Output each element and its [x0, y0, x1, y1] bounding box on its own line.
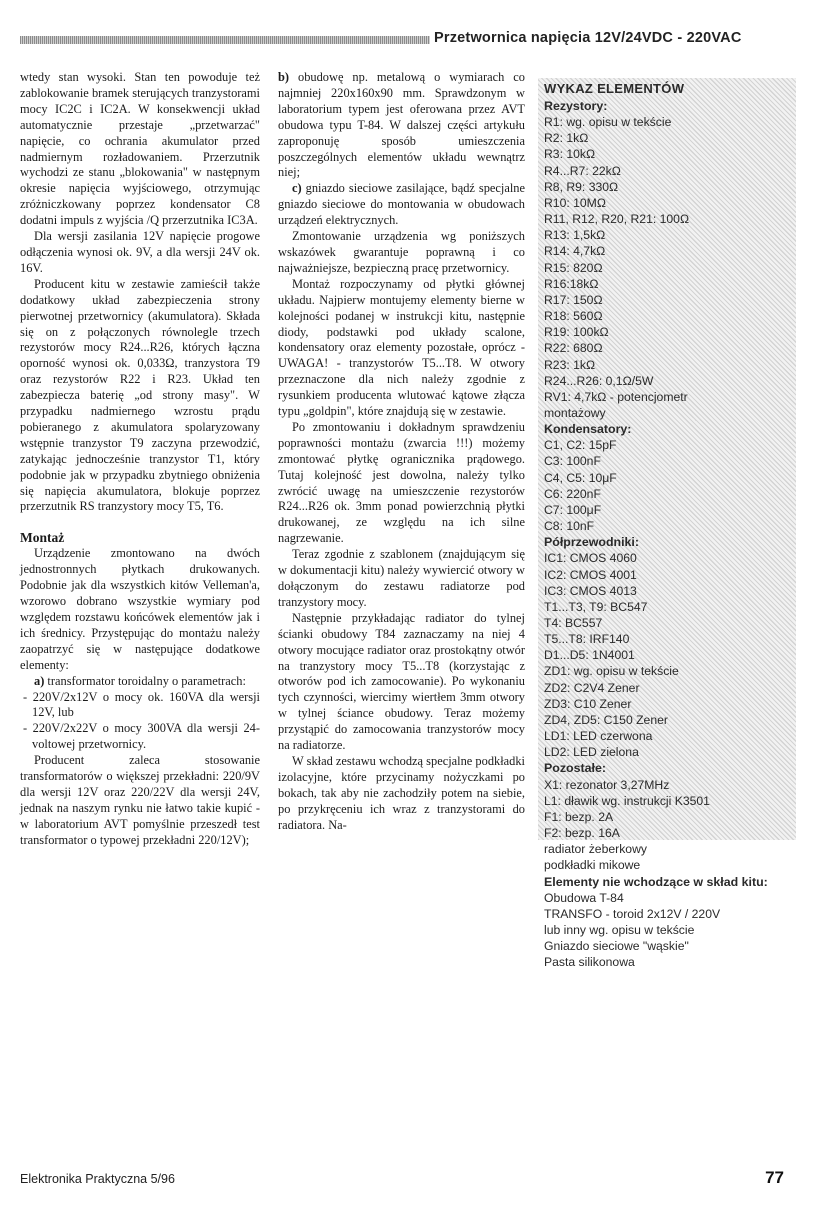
parts-list-item: radiator żeberkowy	[544, 842, 647, 857]
paragraph-text: transformator toroidalny o parametrach:	[44, 673, 246, 688]
parts-list-item: Pasta silikonowa	[544, 955, 635, 970]
parts-list-item: montażowy	[544, 405, 606, 420]
parts-list-item: ZD3: C10 Zener	[544, 696, 632, 711]
parts-list-item: C6: 220nF	[544, 486, 601, 501]
parts-list-item: T5...T8: IRF140	[544, 632, 630, 647]
page-header-title: Przetwornica napięcia 12V/24VDC - 220VAC	[434, 30, 742, 46]
parts-list-sidebar	[538, 78, 796, 970]
parts-list-item: R19: 100kΩ	[544, 325, 609, 340]
parts-section-heading: Elementy nie wchodzące w skład kitu:	[544, 874, 768, 889]
parts-section-heading: Rezystory:	[544, 99, 608, 113]
header-rule	[20, 36, 430, 44]
parts-list-item: R15: 820Ω	[544, 260, 603, 275]
parts-list-item: D1...D5: 1N4001	[544, 648, 635, 663]
paragraph: Producent kitu w zestawie zamieścił także dodatkowy układ zabezpieczenia strony pierwotnej przetwornicy (akumulatora). Składa się on z połączonych równolegle trzech rezystorów mocy R24...R26, których łączna oporność wynosi ok. 0,033Ω, tranzystora T9 oraz rezystorów R22 i R23. Układ ten zabezpiecza baterię „od strony masy". W przypadku nadmiernego wzrostu prądu pobieranego z akumulatora spolaryzowany wstępnie tranzystor T9 zaczyna przewodzić, zatykając jednocześnie tranzystor T1, który podobnie jak w przypadku zbytniego obniżenia się napięcia akumulatora, blokuje poprzez przerzutnik RS tranzystory mocy T5, T6.	[20, 276, 260, 514]
parts-list-item: R13: 1,5kΩ	[544, 228, 606, 243]
text-column-2	[278, 70, 525, 834]
parts-list-item: C3: 100nF	[544, 454, 601, 469]
parts-list-item: R8, R9: 330Ω	[544, 179, 619, 194]
parts-list-item: R16:18kΩ	[544, 276, 599, 291]
parts-list-item: R23: 1kΩ	[544, 357, 596, 372]
paragraph	[278, 70, 525, 181]
parts-list-item: R18: 560Ω	[544, 309, 603, 324]
parts-list-item: R2: 1kΩ	[544, 131, 589, 146]
parts-list-item: L1: dławik wg. instrukcji K3501	[544, 793, 710, 808]
parts-list-item: podkładki mikowe	[544, 858, 641, 873]
paragraph: Urządzenie zmontowano na dwóch jednostronnych płytkach drukowanych. Podobnie jak dla wszystkich kitów Velleman'a, wzorowo dobrano wszystkie wymiary pod względem rozstawu końcówek elementów jak i ich średnicy. Przystępując do montażu należy zaopatrzyć się w następujące dodatkowe elementy:	[20, 546, 260, 672]
paragraph: Po zmontowaniu i dokładnym sprawdzeniu poprawności montażu (zwarcia !!!) możemy zmontować płytkę ogranicznika prądowego. Tutaj kolejność jest dowolna, należy tylko zwrócić uwagę na umieszczenie rezystorów R24...R26 ok. 3mm ponad powierzchnią płytki drukowanej, ze względu na ich silne nagrzewanie.	[278, 419, 525, 546]
text-column-1	[20, 70, 260, 849]
parts-list-item: R1: wg. opisu w tekście	[544, 115, 672, 130]
list-item: - 220V/2x12V o mocy ok. 160VA dla wersji 12V, lub	[20, 690, 260, 722]
parts-list-sections	[544, 98, 796, 970]
paragraph: Dla wersji zasilania 12V napięcie progowe odłączenia wynosi ok. 9V, a dla wersji 24V ok. 16V.	[20, 229, 260, 275]
parts-list-item: R4...R7: 22kΩ	[544, 163, 621, 178]
parts-list-item: R17: 150Ω	[544, 292, 603, 307]
paragraph: Montaż rozpoczynamy od płytki głównej układu. Najpierw montujemy elementy bierne w kolejności podanej w instrukcji kitu, następnie diody, podstawki pod układy scalone, kondensatory oraz elementy pozostałe, oprócz - UWAGA! - tranzystorów T5...T8. W otwory przeznaczone dla nich należy zgodnie z rysunkiem producenta wlutować kątowe złącza typu „goldpin", które znajdują się w zestawie.	[278, 276, 525, 419]
parts-list-item: R24...R26: 0,1Ω/5W	[544, 373, 654, 388]
parts-list-item: LD1: LED czerwona	[544, 729, 653, 744]
parts-list-item: C4, C5: 10μF	[544, 470, 617, 485]
parts-list-item: C7: 100μF	[544, 502, 602, 517]
paragraph	[278, 181, 525, 229]
parts-list-title: WYKAZ ELEMENTÓW	[544, 81, 685, 96]
paragraph: Producent zaleca stosowanie transformatorów o większej przekładni: 220/9V dla wersji 12V oraz 220/22V dla wersji 24V, jednak na naszym rynku nie łatwo takie kupić - w laboratorium AVT pomyślnie przeszedł test transformator o typowej przekładni 220/12V);	[20, 753, 260, 847]
parts-list-item: RV1: 4,7kΩ - potencjometr	[544, 389, 688, 404]
paragraph: Zmontowanie urządzenia wg poniższych wskazówek gwarantuje poprawną i co najważniejsze, bezpieczną pracę przetwornicy.	[278, 229, 525, 275]
paragraph-text: obudowę np. metalową o wymiarach co najmniej 220x160x90 mm. Sprawdzonym w laboratorium typem jest oferowana przez AVT obudowa typu T-84. W dalszej części artykułu zaproponuję sposób umieszczenia poszczególnych elementów układu wewnątrz niej;	[278, 70, 525, 180]
parts-list-item: Obudowa T-84	[544, 890, 624, 905]
parts-list-item: TRANSFO - toroid 2x12V / 220V	[544, 906, 721, 921]
parts-list-item: X1: rezonator 3,27MHz	[544, 777, 670, 792]
paragraph: W skład zestawu wchodzą specjalne podkładki izolacyjne, które przycinamy nożyczkami po bokach, tak aby nie zachodziły potem na siebie, po przykręceniu ich wraz z tranzystorami do radiatora. Na-	[278, 753, 525, 832]
section-heading-montaz: Montaż	[20, 530, 65, 546]
parts-list-item: IC3: CMOS 4013	[544, 583, 637, 598]
parts-list-item: ZD2: C2V4 Zener	[544, 680, 640, 695]
parts-list-item: R22: 680Ω	[544, 341, 603, 356]
parts-list-item: ZD4, ZD5: C150 Zener	[544, 712, 668, 727]
parts-list-item: T4: BC557	[544, 616, 603, 630]
parts-list-item: lub inny wg. opisu w tekście	[544, 922, 695, 937]
parts-list-item: T1...T3, T9: BC547	[544, 599, 648, 614]
paragraph: Teraz zgodnie z szablonem (znajdującym się w dokumentacji kitu) należy wywiercić otwory w dołączonym do zestawu radiatorze pod tranzystory mocy.	[278, 547, 525, 609]
parts-list-item: IC1: CMOS 4060	[544, 551, 637, 566]
list-label: b)	[278, 70, 290, 84]
parts-section-heading: Kondensatory:	[544, 422, 632, 437]
parts-list-item: LD2: LED zielona	[544, 745, 639, 760]
parts-list-item: R10: 10MΩ	[544, 195, 606, 210]
parts-list-item: ZD1: wg. opisu w tekście	[544, 664, 679, 679]
paragraph	[20, 674, 260, 690]
parts-list-item: R14: 4,7kΩ	[544, 244, 606, 259]
parts-list-item: F1: bezp. 2A	[544, 809, 614, 824]
footer-magazine-issue: Elektronika Praktyczna 5/96	[20, 1172, 175, 1186]
list-label: a)	[34, 673, 45, 688]
paragraph: Następnie przykładając radiator do tylnej ścianki obudowy T84 zaznaczamy na niej 4 otwory mocujące radiator oraz prostokątny otwór na tranzystory mocy T5...T8 (korzystając z otworów pod ich zamocowanie). Po wykonaniu tych czynności, wiercimy wiertłem 3mm otwory w tylnej ściance obudowy. Teraz możemy przystąpić do zamocowania tranzystorów mocy na radiatorze.	[278, 610, 525, 753]
parts-section-heading: Pozostałe:	[544, 761, 606, 776]
parts-list-item: C1, C2: 15pF	[544, 438, 617, 453]
paragraph: wtedy stan wysoki. Stan ten powoduje też zablokowanie bramek sterujących tranzystorami mocy IC2C i IC2A. W konsekwencji układ automatycznie przestaje „przetwarzać" napięcie, co ochrania akumulator przed nadmiernym rozładowaniem. Przerzutnik wychodzi ze stanu „blokowania" w następnym okresie napięcia wyjściowego, otrzymując zróżniczkowany poprzez kondensator C8 dodatni impuls z wyjścia /Q przerzutnika IC3A.	[20, 70, 260, 228]
parts-list-item: IC2: CMOS 4001	[544, 567, 637, 582]
paragraph-text: gniazdo sieciowe zasilające, bądź specjalne gniazdo sieciowe do montowania w obudowach urządzeń elektrycznych.	[278, 181, 525, 228]
list-item: - 220V/2x22V o mocy 300VA dla wersji 24-voltowej przetwornicy.	[20, 721, 260, 753]
page-number: 77	[765, 1168, 784, 1187]
list-label: c)	[292, 181, 302, 196]
parts-section-heading: Półprzewodniki:	[544, 535, 639, 550]
transformer-options-list	[20, 690, 260, 754]
parts-list-item: Gniazdo sieciowe "wąskie"	[544, 939, 689, 954]
parts-list-item: R3: 10kΩ	[544, 147, 596, 162]
parts-list-item: F2: bezp. 16A	[544, 826, 620, 841]
parts-list-item: C8: 10nF	[544, 519, 595, 534]
parts-list-item: R11, R12, R20, R21: 100Ω	[544, 212, 690, 227]
